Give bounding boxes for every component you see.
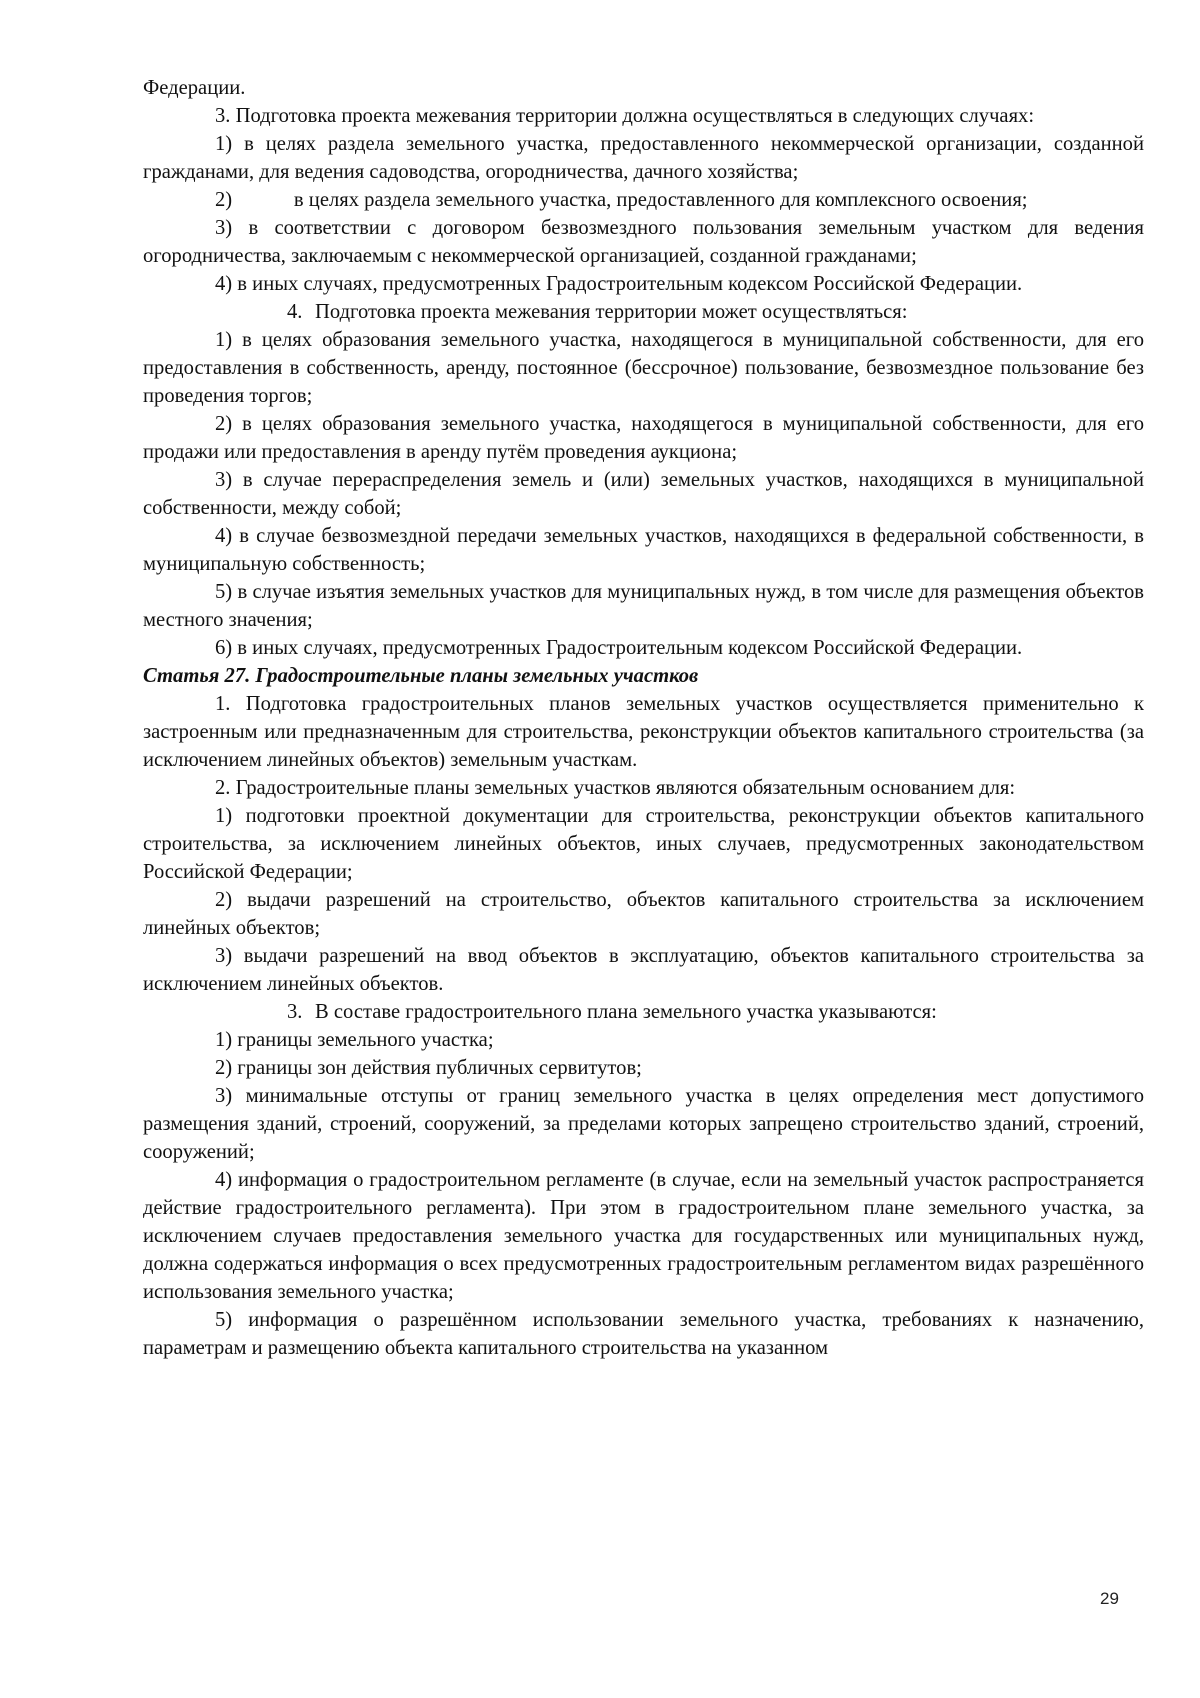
paragraph-3-2: 2) в целях раздела земельного участка, предоставленного для комплексного освоения; [215,189,1028,211]
paragraph-4-4: 4) в случае безвозмездной передачи земельных участков, находящихся в федеральной собственности, в муниципальную собственность; [143,525,1144,575]
paragraph-3: 3. Подготовка проекта межевания территории должна осуществляться в следующих случаях: [215,105,1035,127]
paragraph-4-1: 1) в целях образования земельного участка, находящегося в муниципальной собственности, для его предоставления в собственность, аренду, постоянное (бессрочное) пользование, безвозмездное пользование без проведения торгов; [143,329,1144,407]
paragraph-4-2: 2) в целях образования земельного участка, находящегося в муниципальной собственности, для его продажи или предоставления в аренду путём проведения аукциона; [143,413,1144,463]
paragraph-federation: Федерации. [143,77,246,99]
article-27-paragraph-3-1: 1) границы земельного участка; [215,1029,494,1051]
article-27-paragraph-2-1: 1) подготовки проектной документации для строительства, реконструкции объектов капитального строительства, за исключением линейных объектов, иных случаев, предусмотренных законодательством Российской Федерации; [143,805,1144,883]
article-27-paragraph-1: 1. Подготовка градостроительных планов земельных участков осуществляется применительно к застроенным или предназначенным для строительства, реконструкции объектов капитального строительства (за исключением линейных объектов) земельным участкам. [143,693,1144,771]
paragraph-3-4: 4) в иных случаях, предусмотренных Градостроительным кодексом Российской Федерации. [215,273,1023,295]
article-27-paragraph-3-2: 2) границы зон действия публичных сервитутов; [215,1057,642,1079]
paragraph-3-1: 1) в целях раздела земельного участка, предоставленного некоммерческой организации, созданной гражданами, для ведения садоводства, огородничества, дачного хозяйства; [143,133,1144,183]
page-number: 29 [1100,1589,1119,1608]
article-27-paragraph-3-number: 3. [287,1001,303,1023]
paragraph-4-3: 3) в случае перераспределения земель и (или) земельных участков, находящихся в муниципальной собственности, между собой; [143,469,1144,519]
article-27-paragraph-3-3: 3) минимальные отступы от границ земельного участка в целях определения мест допустимого размещения зданий, строений, сооружений, за пределами которых запрещено строительство зданий, строений, сооружений; [143,1085,1144,1163]
paragraph-4-5: 5) в случае изъятия земельных участков для муниципальных нужд, в том числе для размещения объектов местного значения; [143,581,1144,631]
article-27-paragraph-3-text: В составе градостроительного плана земельного участка указываются: [315,1001,937,1023]
article-27-paragraph-3 [143,998,1144,1026]
article-27-paragraph-3-4: 4) информация о градостроительном регламенте (в случае, если на земельный участок распространяется действие градостроительного регламента). При этом в градостроительном плане земельного участка, за исключением случаев предоставления земельного участка для государственных или муниципальных нужд, должна содержаться информация о всех предусмотренных градостроительным регламентом видах разрешённого использования земельного участка; [143,1169,1144,1303]
article-27-heading: Статья 27. Градостроительные планы земельных участков [143,665,699,687]
article-27-paragraph-3-5: 5) информация о разрешённом использовании земельного участка, требованиях к назначению, параметрам и размещению объекта капитального строительства на указанном [143,1309,1144,1359]
paragraph-4 [143,298,1144,326]
article-27-paragraph-2-2: 2) выдачи разрешений на строительство, объектов капитального строительства за исключением линейных объектов; [143,889,1144,939]
article-27-paragraph-2-3: 3) выдачи разрешений на ввод объектов в эксплуатацию, объектов капитального строительства за исключением линейных объектов. [143,945,1144,995]
article-27-paragraph-2: 2. Градостроительные планы земельных участков являются обязательным основанием для: [215,777,1016,799]
paragraph-4-number: 4. [287,301,303,323]
paragraph-3-3: 3) в соответствии с договором безвозмездного пользования земельным участком для ведения огородничества, заключаемым с некоммерческой организацией, созданной гражданами; [143,217,1144,267]
paragraph-4-6: 6) в иных случаях, предусмотренных Градостроительным кодексом Российской Федерации. [215,637,1023,659]
paragraph-4-text: Подготовка проекта межевания территории может осуществляться: [315,301,908,323]
